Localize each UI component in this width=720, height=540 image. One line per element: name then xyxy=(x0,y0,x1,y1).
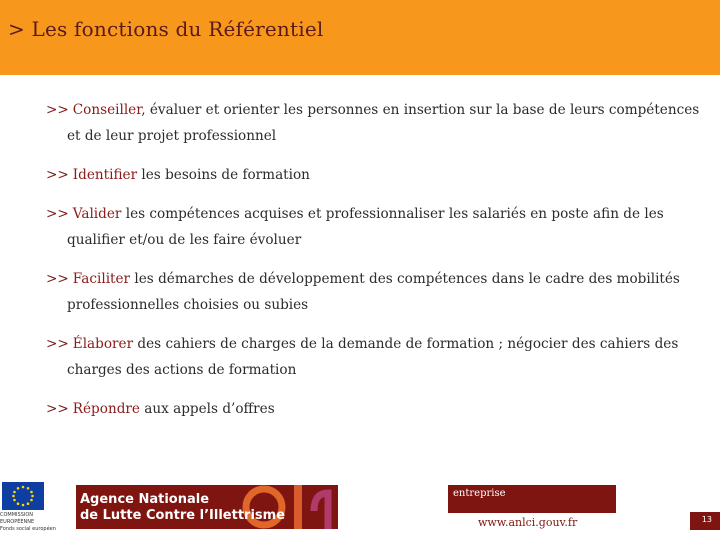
anlci-line: de Lutte Contre l’Illettrisme xyxy=(80,508,286,523)
bullet-marker: >> xyxy=(46,401,69,417)
list-item xyxy=(46,162,706,188)
list-item xyxy=(46,266,706,318)
item-text: aux appels d’offres xyxy=(139,401,275,417)
item-verb: Faciliter xyxy=(72,271,131,287)
item-verb: Valider xyxy=(72,206,122,222)
bullet-marker: >> xyxy=(46,102,69,118)
bullet-marker: >> xyxy=(46,336,69,352)
item-text: les compétences acquises et professionnaliser les salariés en poste afin de les qualifier et/ou de les faire évoluer xyxy=(67,206,664,248)
anlci-logo-text xyxy=(80,492,285,524)
anlci-line: Agence Nationale xyxy=(80,492,210,507)
item-verb: Répondre xyxy=(72,401,140,417)
page-number-box xyxy=(690,512,720,530)
slide-title: > Les fonctions du Référentiel xyxy=(8,17,324,41)
title-bar xyxy=(0,0,720,75)
category-label: entreprise xyxy=(453,488,506,499)
item-verb: Conseiller xyxy=(72,102,142,118)
anlci-logo-banner xyxy=(76,485,338,529)
list-item xyxy=(46,396,706,422)
item-text: des cahiers de charges de la demande de formation ; négocier des cahiers des charges des actions de formation xyxy=(67,336,679,378)
function-list xyxy=(46,97,706,435)
eu-caption-line: Fonds social européen xyxy=(0,526,56,532)
bullet-marker: >> xyxy=(46,167,69,183)
bullet-marker: >> xyxy=(46,271,69,287)
item-text: les démarches de développement des compétences dans le cadre des mobilités professionnelles choisies ou subies xyxy=(67,271,680,313)
item-verb: Identifier xyxy=(72,167,138,183)
bullet-marker: >> xyxy=(46,206,69,222)
website-link[interactable]: www.anlci.gouv.fr xyxy=(478,516,578,529)
eu-logo xyxy=(0,482,56,534)
list-item xyxy=(46,201,706,253)
item-verb: Élaborer xyxy=(72,336,134,352)
eu-flag-icon xyxy=(2,482,44,510)
list-item xyxy=(46,331,706,383)
category-box xyxy=(448,485,616,513)
item-text: , évaluer et orienter les personnes en insertion sur la base de leurs compétences et de leur projet professionnel xyxy=(67,102,700,144)
list-item xyxy=(46,97,706,149)
eu-caption-line: COMMISSION EUROPÉENNE xyxy=(0,512,35,525)
eu-caption xyxy=(0,512,60,533)
page-number: 13 xyxy=(701,515,712,524)
item-text: les besoins de formation xyxy=(137,167,310,183)
